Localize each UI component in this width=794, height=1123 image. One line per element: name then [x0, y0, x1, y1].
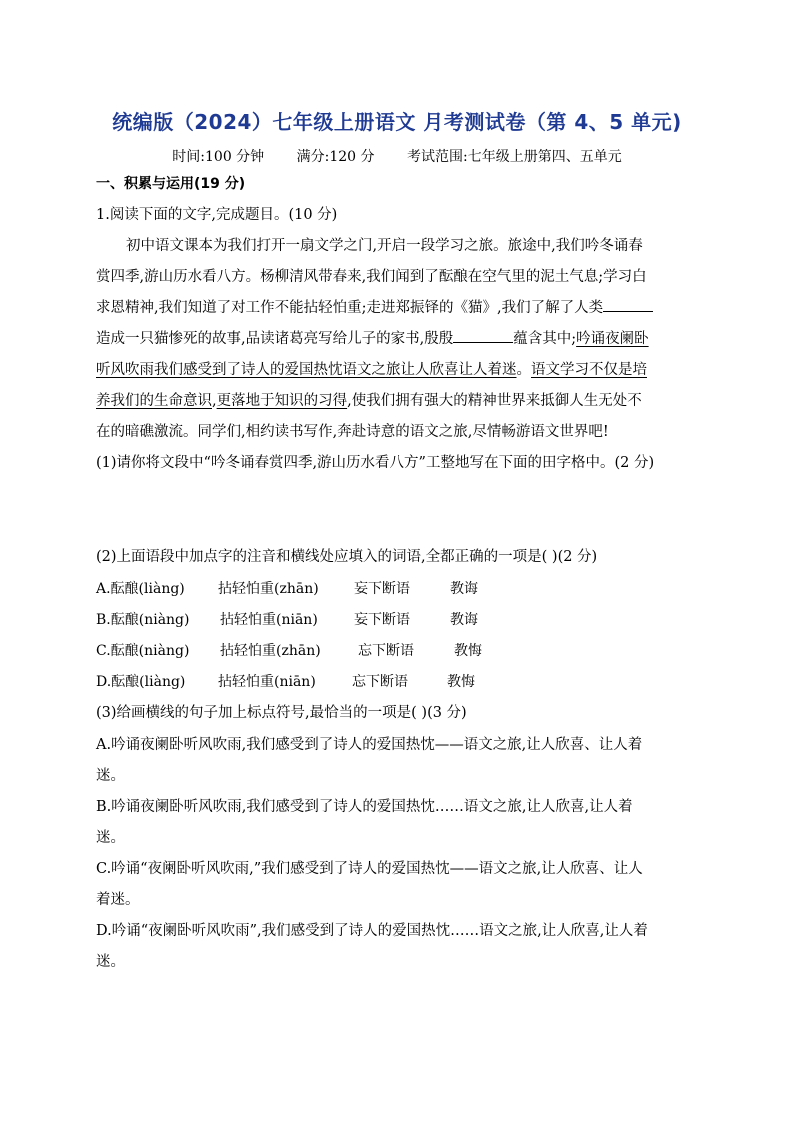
passage-line-3-text: 求恩精神,我们知道了对工作不能拈轻怕重;走进郑振铎的《猫》,我们了解了人类 [96, 300, 604, 316]
passage-line-4 [96, 328, 706, 350]
option-b-line-1: B.吟诵夜阑卧听风吹雨,我们感受到了诗人的爱国热忱……语文之旅,让人欣喜,让人着 [96, 799, 633, 815]
passage-line-7: 在的暗礁激流。同学们,相约读书写作,奔赴诗意的语文之旅,尽情畅游语文世界吧! [96, 424, 609, 440]
option-c-col-4: 教悔 [454, 643, 482, 659]
question-1-1: (1)请你将文段中“吟冬诵春赏四季,游山历水看八方”工整地写在下面的田字格中。(2 分) [96, 455, 655, 471]
option-a-col-2: 拈轻怕重(zhān) [218, 581, 319, 597]
exam-title: 统编版（2024）七年级上册语文 月考测试卷（第 4、5 单元) [112, 110, 682, 134]
underlined-phrase-2: 养我们的生命意识 [96, 393, 212, 409]
option-d-line-2: 迷。 [96, 954, 125, 970]
option-b-col-4: 教诲 [450, 612, 478, 628]
underlined-phrase-3: 更落地于知识的习得 [216, 393, 348, 409]
option-b-col-3: 妄下断语 [354, 612, 410, 628]
section-title: 一、积累与运用(19 分) [96, 176, 246, 192]
option-c-line-2: 着迷。 [96, 892, 140, 908]
option-a-col-4: 教诲 [450, 581, 478, 597]
underlined-phrase-1: 语文学习不仅是培 [531, 362, 647, 378]
option-c-line-1: C.吟诵“夜阑卧听风吹雨,”我们感受到了诗人的爱国热忱——语文之旅,让人欣喜、让人 [96, 861, 643, 877]
option-a-line-2: 迷。 [96, 768, 125, 784]
question-1-2: (2)上面语段中加点字的注音和横线处应填入的词语,全都正确的一项是( )(2 分) [96, 549, 598, 565]
fill-blank-2[interactable] [453, 328, 513, 343]
passage-line-5-punct: 。 [516, 362, 531, 378]
option-d-col-2: 拈轻怕重(niān) [218, 674, 316, 690]
exam-scope: 考试范围:七年级上册第四、五单元 [406, 149, 622, 165]
option-b-line-2: 迷。 [96, 830, 125, 846]
option-a-line-1: A.吟诵夜阑卧听风吹雨,我们感受到了诗人的爱国热忱——语文之旅,让人欣喜、让人着 [96, 737, 643, 753]
passage-line-6-text: ,使我们拥有强大的精神世界来抵御人生无处不 [347, 393, 642, 409]
option-b-col-1: B.酝酿(niàng) [96, 612, 190, 628]
option-c-col-1: C.酝酿(niàng) [96, 643, 190, 659]
option-d-col-3: 忘下断语 [352, 674, 408, 690]
passage-line-6-comma: , [212, 393, 217, 409]
passage-line-4-text-b: 蕴含其中; [513, 331, 577, 347]
passage-line-4-text-a: 造成一只猫惨死的故事,品读诸葛亮写给儿子的家书,殷殷 [96, 331, 454, 347]
underlined-sentence-start: 吟诵夜阑卧 [576, 331, 649, 347]
option-c-col-3: 忘下断语 [358, 643, 414, 659]
exam-score: 满分:120 分 [296, 149, 375, 165]
exam-meta [0, 146, 794, 166]
passage-line-2: 赏四季,游山历水看八方。杨柳清风带春来,我们闻到了酝酿在空气里的泥土气息;学习白 [96, 269, 647, 285]
option-d-col-1: D.酝酿(liàng) [96, 674, 186, 690]
passage-line-5 [96, 359, 706, 381]
option-b-col-2: 拈轻怕重(niān) [220, 612, 318, 628]
underlined-sentence: 听风吹雨我们感受到了诗人的爱国热忱语文之旅让人欣喜让人着迷 [96, 362, 517, 378]
option-a-col-3: 妄下断语 [354, 581, 410, 597]
option-c-col-2: 拈轻怕重(zhān) [220, 643, 321, 659]
option-d-line-1: D.吟诵“夜阑卧听风吹雨”,我们感受到了诗人的爱国热忱……语文之旅,让人欣喜,让人着 [96, 923, 648, 939]
passage-line-1: 初中语文课本为我们打开一扇文学之门,开启一段学习之旅。旅途中,我们吟冬诵春 [126, 238, 643, 254]
question-1-stem: 1.阅读下面的文字,完成题目。(10 分) [96, 207, 338, 223]
option-a-col-1: A.酝酿(liàng) [96, 581, 185, 597]
question-1-3: (3)给画横线的句子加上标点符号,最恰当的一项是( )(3 分) [96, 705, 467, 721]
fill-blank-1[interactable] [603, 297, 653, 312]
passage-line-6 [96, 390, 706, 412]
passage-line-3 [96, 297, 706, 319]
option-d-col-4: 教悔 [447, 674, 475, 690]
exam-time: 时间:100 分钟 [172, 149, 265, 165]
